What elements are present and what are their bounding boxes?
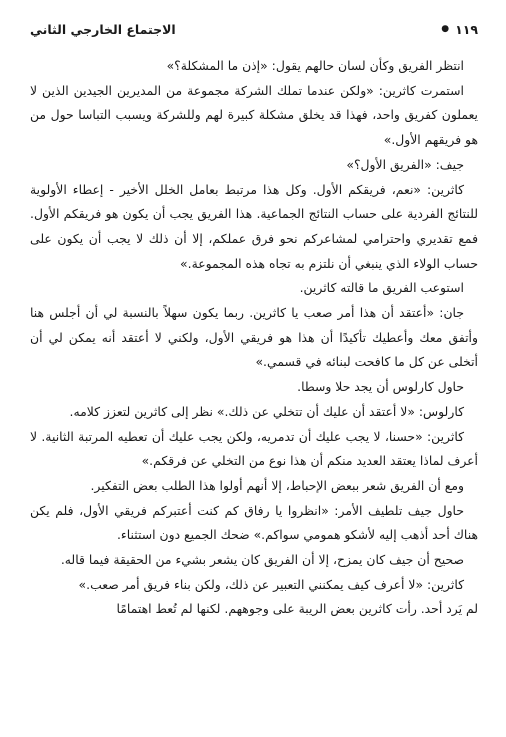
paragraph: حاول كارلوس أن يجد حلا وسطا. xyxy=(297,379,464,395)
running-title: الاجتماع الخارجي الثاني xyxy=(30,21,176,37)
paragraph: كاثرين: «نعم، فريقكم الأول. وكل هذا مرتبط بعامل الخلل الأخير - إعطاء الأولوية للنتائج الفردية على حساب النتائج الجماعية. هذا الفريق يجب أن يكون هو فريقكم الأول. فمع تقديري واحترامي لمشاعركم نحو فرق عملكم، إلا أن ذلك لا يجب أن يكون على حساب الولاء الذي ينبغي أن نلتزم به تجاه هذه المجموعة.» xyxy=(30,181,478,271)
paragraph: ومع أن الفريق شعر ببعض الإحباط، إلا أنهم أولوا هذا الطلب بعض التفكير. xyxy=(90,477,464,493)
body-text xyxy=(30,54,478,622)
paragraph: جان: «أعتقد أن هذا أمر صعب يا كاثرين. ربما يكون سهلاً بالنسبة لي أن أجلس هنا وأتفق معك وأعطيك تأكيدًا أن هذا هو فريقي الأول، ولكني لا أعتقد أنه يمكن لي أن أتخلى عن كل ما كافحت لبنائه في قسمي.» xyxy=(30,305,478,370)
paragraph: صحيح أن جيف كان يمزح، إلا أن الفريق كان يشعر بشيء من الحقيقة فيما قاله. xyxy=(60,552,464,568)
separator-bullet-icon: ● xyxy=(441,24,450,34)
paragraph: جيف: «الفريق الأول؟» xyxy=(346,156,464,172)
paragraph: حاول جيف تلطيف الأمر: «انظروا يا رفاق كم كنت أعتبركم فريقي الأول، فلم يكن هناك أحد أذهب إليه لأشكو همومي سواكم.» ضحك الجميع دون استثناء. xyxy=(30,502,478,543)
paragraph: كاثرين: «لا أعرف كيف يمكنني التعبير عن ذلك، ولكن بناء فريق أمر صعب.» xyxy=(78,576,464,592)
header-left xyxy=(441,22,478,37)
page-number: ١١٩ xyxy=(455,21,478,37)
paragraph: استوعب الفريق ما قالته كاثرين. xyxy=(299,280,464,296)
running-header xyxy=(30,18,478,40)
paragraph: لم يَرد أحد. رأت كاثرين بعض الريبة على وجوههم. لكنها لم تُعط اهتمامًا xyxy=(116,601,478,617)
paragraph: كاثرين: «حسنا، لا يجب عليك أن تدمريه، ولكن يجب عليك أن تعطيه المرتبة الثانية. لا أعرف لماذا يعتقد العديد منكم أن هذا نوع من التخلي عن فرقكم.» xyxy=(30,428,478,469)
paragraph: كارلوس: «لا أعتقد أن عليك أن تتخلي عن ذلك.» نظر إلى كاثرين لتعزز كلامه. xyxy=(69,403,464,419)
paragraph: استمرت كاثرين: «ولكن عندما تملك الشركة مجموعة من المديرين الجيدين الذين لا يعملون كفريق واحد، فهذا قد يخلق مشكلة كبيرة لهم وللشركة ويسبب التباسا حول من هو فريقهم الأول.» xyxy=(30,82,478,148)
paragraph: انتظر الفريق وكأن لسان حالهم يقول: «إذن ما المشكلة؟» xyxy=(166,58,464,73)
